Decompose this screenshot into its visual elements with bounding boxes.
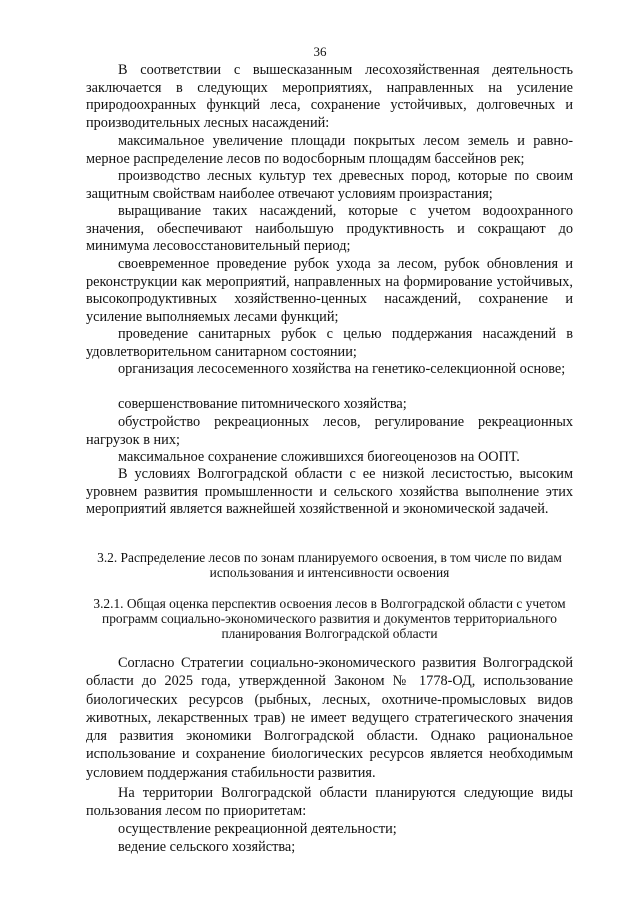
intro-paragraph: В соответствии с вышесказанным лесохозяйственная деятельность заключается в следующих мероприятиях, направленных на усиление природоохранных функций леса, сохранение устойчивых, долговечных и производительных лесных насаждений:	[86, 62, 573, 131]
measure-item: выращивание таких насаждений, которые с учетом водоохранного значения, обеспечивают наибольшую продуктивность и сокращают до минимума лесовосстановительный период;	[86, 203, 573, 255]
priorities-intro: На территории Волгоградской области планируются следующие виды пользования лесом по приоритетам:	[86, 785, 573, 820]
section-heading: 3.2. Распределение лесов по зонам планируемого освоения, в том числе по видам использования и интенсивности освоения	[97, 550, 562, 581]
measure-item: своевременное проведение рубок ухода за лесом, рубок обновления и реконструкции как мероприятий, направленных на формирование устойчивых, высокопродуктивных хозяйственно-ценных насаждений, сохранение и усиление выполняемых лесами функций;	[86, 256, 573, 325]
measure-item: совершенствование питомнического хозяйства;	[118, 396, 407, 412]
strategy-paragraph: Согласно Стратегии социально-экономического развития Волгоградской области до 2025 года, утвержденной Законом № 1778-ОД, использование биологических ресурсов (рыбных, лесных, охотниче-промысловых видов животных, лекарственных трав) не имеет ведущего стратегического значения для развития экономики Волгоградской области. Однако рациональное использование и сохранение биологических ресурсов является необходимым условием поддержания стабильности развития.	[86, 655, 573, 781]
measure-item: производство лесных культур тех древесных пород, которые по своим защитным свойствам наиболее отвечают условиям произрастания;	[86, 168, 573, 202]
conclusion-paragraph: В условиях Волгоградской области с ее низкой лесистостью, высоким уровнем развития промышленности и сельского хозяйства выполнение этих мероприятий является важнейшей хозяйственной и экономической задачей.	[86, 466, 573, 518]
priority-item: ведение сельского хозяйства;	[118, 839, 296, 855]
measure-item: проведение санитарных рубок с целью поддержания насаждений в удовлетворительном санитарном состоянии;	[86, 326, 573, 360]
page-number: 36	[313, 44, 327, 59]
subsection-heading: 3.2.1. Общая оценка перспектив освоения лесов в Волгоградской области с учетом программ социально-экономического развития и документов территориального планирования Волгоградской области	[93, 596, 566, 642]
measure-item: обустройство рекреационных лесов, регулирование рекреационных нагрузок в них;	[86, 414, 573, 448]
priority-item: осуществление рекреационной деятельности;	[118, 821, 397, 837]
measure-item: организация лесосеменного хозяйства на генетико-селекционной основе;	[118, 361, 566, 377]
measure-item: максимальное сохранение сложившихся биогеоценозов на ООПТ.	[118, 449, 520, 465]
measure-item: максимальное увеличение площади покрытых лесом земель и равномерное распределение лесов по водосборным площадям бассейнов рек;	[86, 133, 573, 167]
